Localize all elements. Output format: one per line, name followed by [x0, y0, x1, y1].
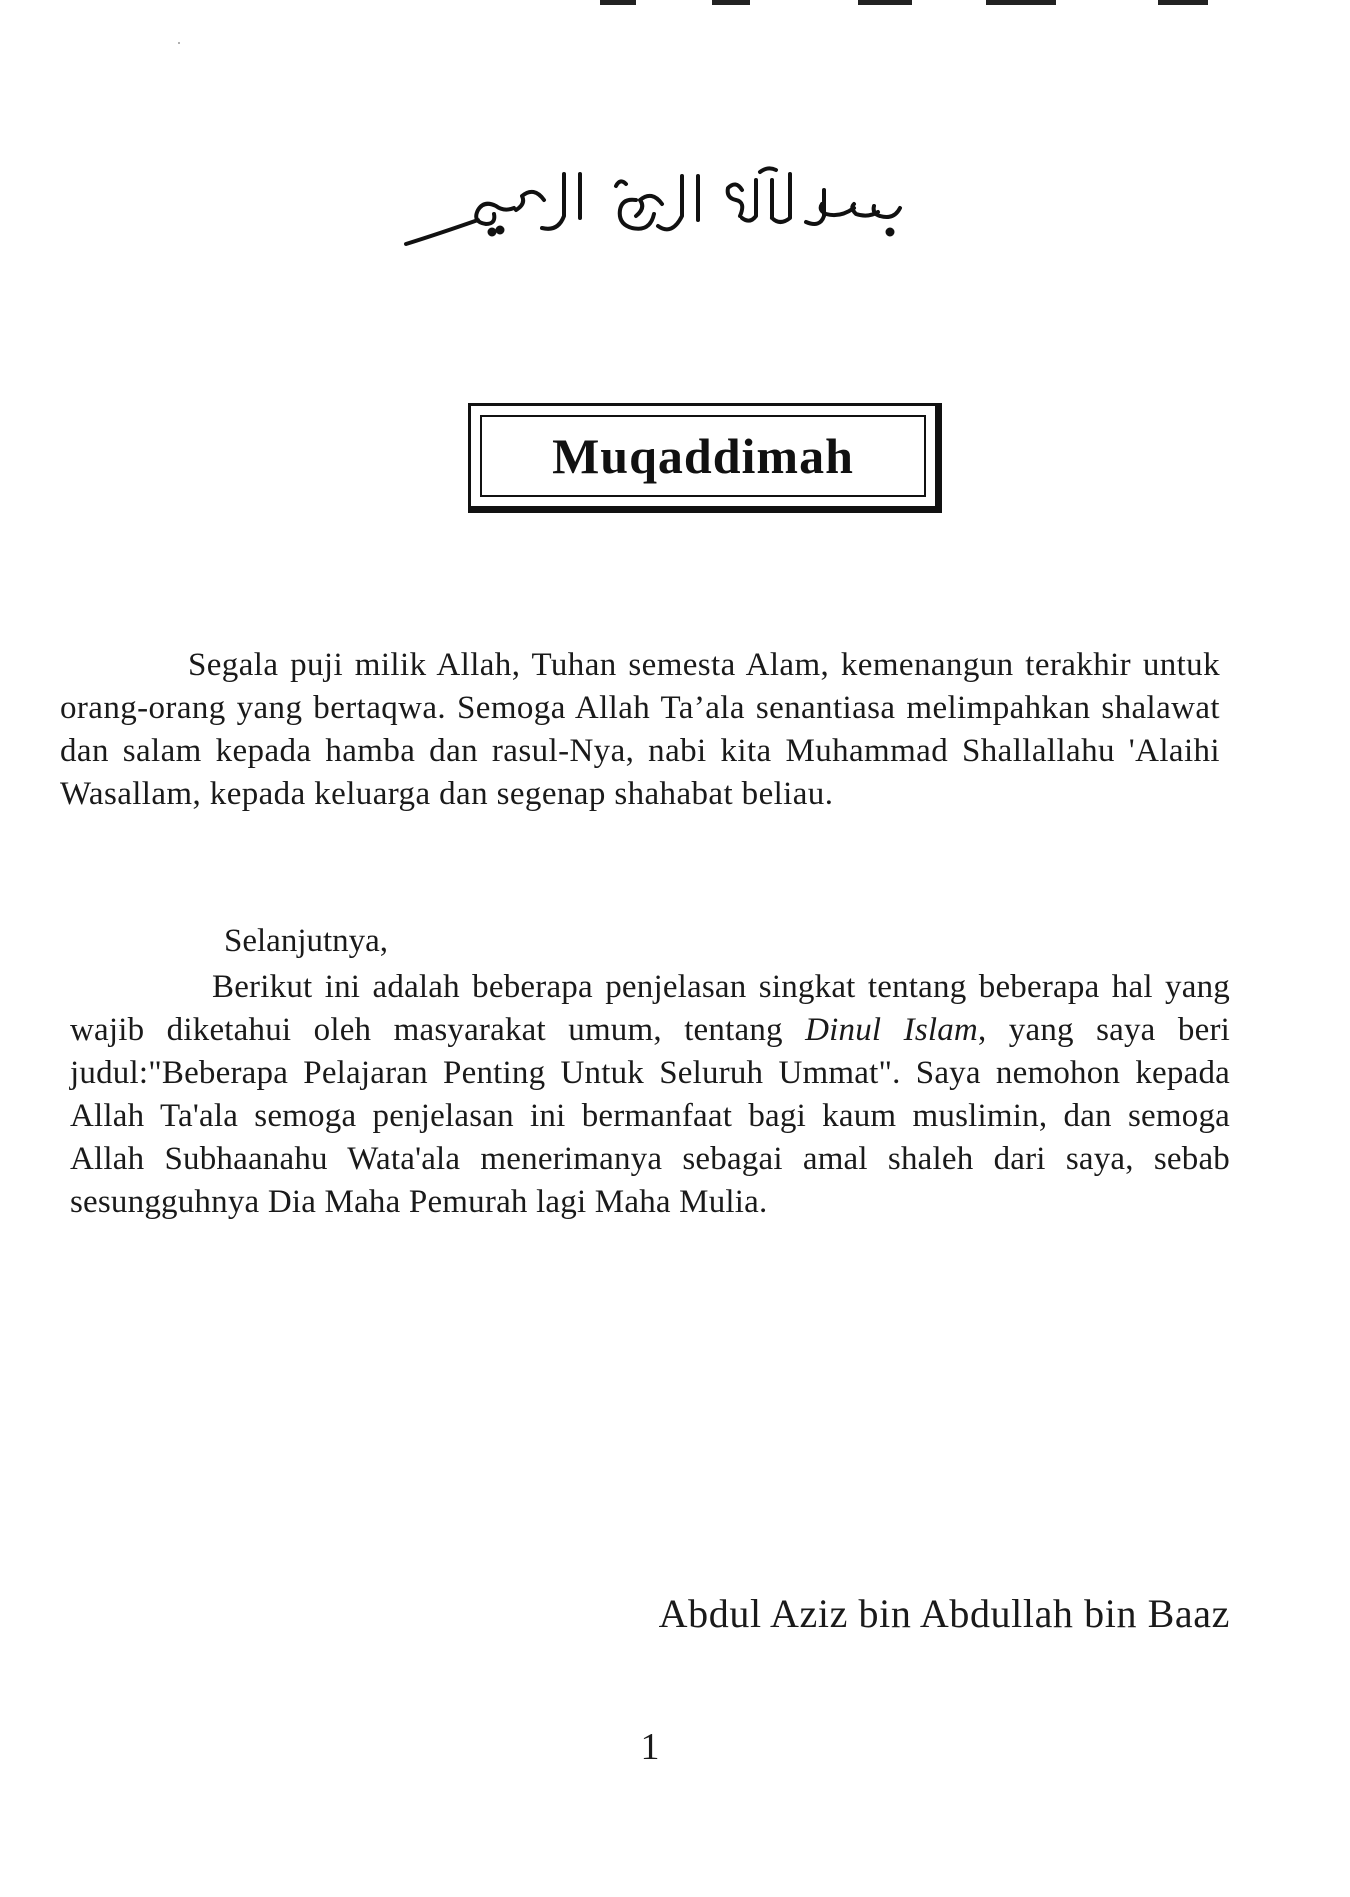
title-frame [468, 403, 942, 513]
title-frame-inner [480, 415, 926, 497]
scan-mark [1158, 0, 1208, 5]
paragraph-body-text: Berikut ini adalah beberapa penjelasan singkat tentang beberapa hal yang wajib diketahui oleh masyarakat umum, tentang [70, 969, 1230, 1048]
scan-mark [712, 0, 750, 5]
basmala-calligraphy-image [380, 150, 920, 250]
top-scan-marks [0, 0, 1350, 6]
salutation: Selanjutnya, [224, 923, 389, 959]
scan-speck [178, 42, 180, 44]
scan-mark [986, 0, 1056, 5]
page-title: Muqaddimah [552, 428, 854, 484]
page-number: 1 [640, 1726, 660, 1768]
basmala-calligraphy [380, 150, 920, 250]
scan-mark [600, 0, 636, 5]
author-signature: Abdul Aziz bin Abdullah bin Baaz [658, 1591, 1230, 1636]
scan-mark [858, 0, 912, 5]
paragraph-opening: Segala puji milik Allah, Tuhan semesta Alam, kemenangun terakhir untuk orang-orang yang bertaqwa. Semoga Allah Ta’ala senantiasa melimpahkan shalawat dan salam kepada hamba dan rasul-Nya, nabi kita Muhammad Shallallahu 'Alaihi Wasallam, kepada keluarga dan segenap shahabat beliau. [60, 647, 1220, 812]
paragraph-body-text-end: , yang saya beri judul:"Beberapa Pelajaran Penting Untuk Seluruh Ummat". Saya nemohon kepada Allah Ta'ala semoga penjelasan ini bermanfaat bagi kaum muslimin, dan semoga Allah Subhaanahu Wata'ala menerimanya sebagai amal shaleh dari saya, sebab sesungguhnya Dia Maha Pemurah lagi Maha Mulia. [70, 1012, 1230, 1220]
paragraph-body-italic: Dinul Islam [805, 1012, 978, 1048]
paragraph-body [70, 966, 1230, 1224]
